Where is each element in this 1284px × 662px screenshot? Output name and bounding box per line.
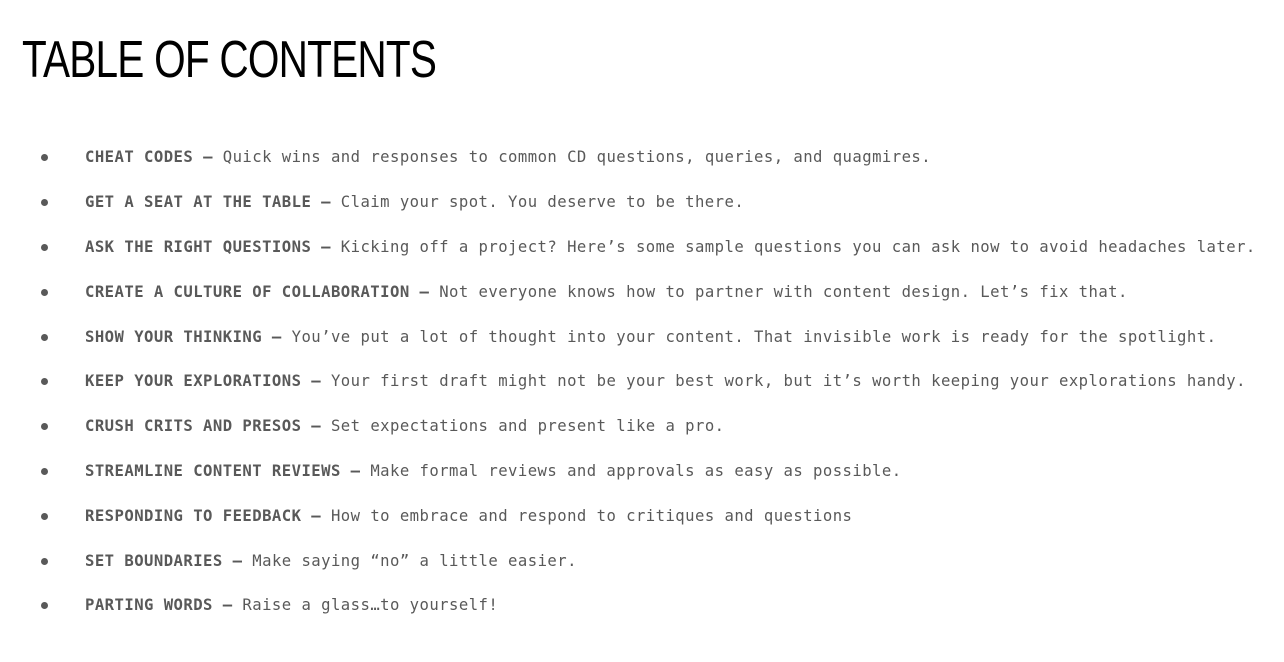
page-title: TABLE OF CONTENTS: [22, 31, 437, 89]
list-item: [0, 269, 1284, 314]
toc-description: Raise a glass…to yourself!: [242, 596, 499, 615]
bullet-icon: [41, 244, 48, 251]
bullet-icon: [41, 378, 48, 385]
toc-entry: [85, 238, 1256, 256]
toc-label: PARTING WORDS –: [85, 596, 243, 615]
toc-description: How to embrace and respond to critiques and questions: [330, 506, 853, 525]
list-item: [0, 225, 1284, 270]
toc-label: SET BOUNDARIES –: [85, 551, 253, 570]
toc-description: Set expectations and present like a pro.: [330, 417, 725, 436]
bullet-icon: [41, 154, 48, 161]
toc-description: Kicking off a project? Here’s some sample questions you can ask now to avoid headaches later.: [340, 237, 1256, 256]
table-of-contents-list: [0, 135, 1284, 628]
list-item: [0, 314, 1284, 359]
toc-entry: [85, 462, 902, 480]
toc-label: CRUSH CRITS AND PRESOS –: [85, 417, 331, 436]
bullet-icon: [41, 558, 48, 565]
toc-label: GET A SEAT AT THE TABLE –: [85, 193, 341, 212]
toc-entry: [85, 328, 1216, 346]
toc-description: Make saying “no” a little easier.: [252, 551, 577, 570]
toc-description: You’ve put a lot of thought into your content. That invisible work is ready for the spotlight.: [291, 327, 1217, 346]
bullet-icon: [41, 602, 48, 609]
toc-description: Your first draft might not be your best work, but it’s worth keeping your explorations handy.: [330, 372, 1246, 391]
toc-label: CHEAT CODES –: [85, 148, 223, 167]
toc-description: Quick wins and responses to common CD questions, queries, and quagmires.: [222, 148, 932, 167]
toc-entry: [85, 372, 1246, 390]
toc-label: ASK THE RIGHT QUESTIONS –: [85, 237, 341, 256]
toc-label: KEEP YOUR EXPLORATIONS –: [85, 372, 331, 391]
list-item: [0, 538, 1284, 583]
bullet-icon: [41, 513, 48, 520]
toc-label: SHOW YOUR THINKING –: [85, 327, 292, 346]
toc-entry: [85, 417, 725, 435]
toc-label: STREAMLINE CONTENT REVIEWS –: [85, 461, 371, 480]
toc-entry: [85, 596, 498, 614]
toc-entry: [85, 283, 1128, 301]
bullet-icon: [41, 289, 48, 296]
list-item: [0, 180, 1284, 225]
list-item: [0, 583, 1284, 628]
toc-entry: [85, 552, 577, 570]
toc-label: RESPONDING TO FEEDBACK –: [85, 506, 331, 525]
bullet-icon: [41, 334, 48, 341]
list-item: [0, 135, 1284, 180]
toc-label: CREATE A CULTURE OF COLLABORATION –: [85, 282, 440, 301]
list-item: [0, 449, 1284, 494]
list-item: [0, 359, 1284, 404]
list-item: [0, 493, 1284, 538]
toc-description: Claim your spot. You deserve to be there.: [340, 193, 745, 212]
bullet-icon: [41, 423, 48, 430]
list-item: [0, 404, 1284, 449]
bullet-icon: [41, 199, 48, 206]
toc-entry: [85, 193, 744, 211]
toc-entry: [85, 507, 852, 525]
bullet-icon: [41, 468, 48, 475]
toc-description: Not everyone knows how to partner with content design. Let’s fix that.: [439, 282, 1128, 301]
toc-description: Make formal reviews and approvals as easy as possible.: [370, 461, 902, 480]
toc-entry: [85, 148, 931, 166]
